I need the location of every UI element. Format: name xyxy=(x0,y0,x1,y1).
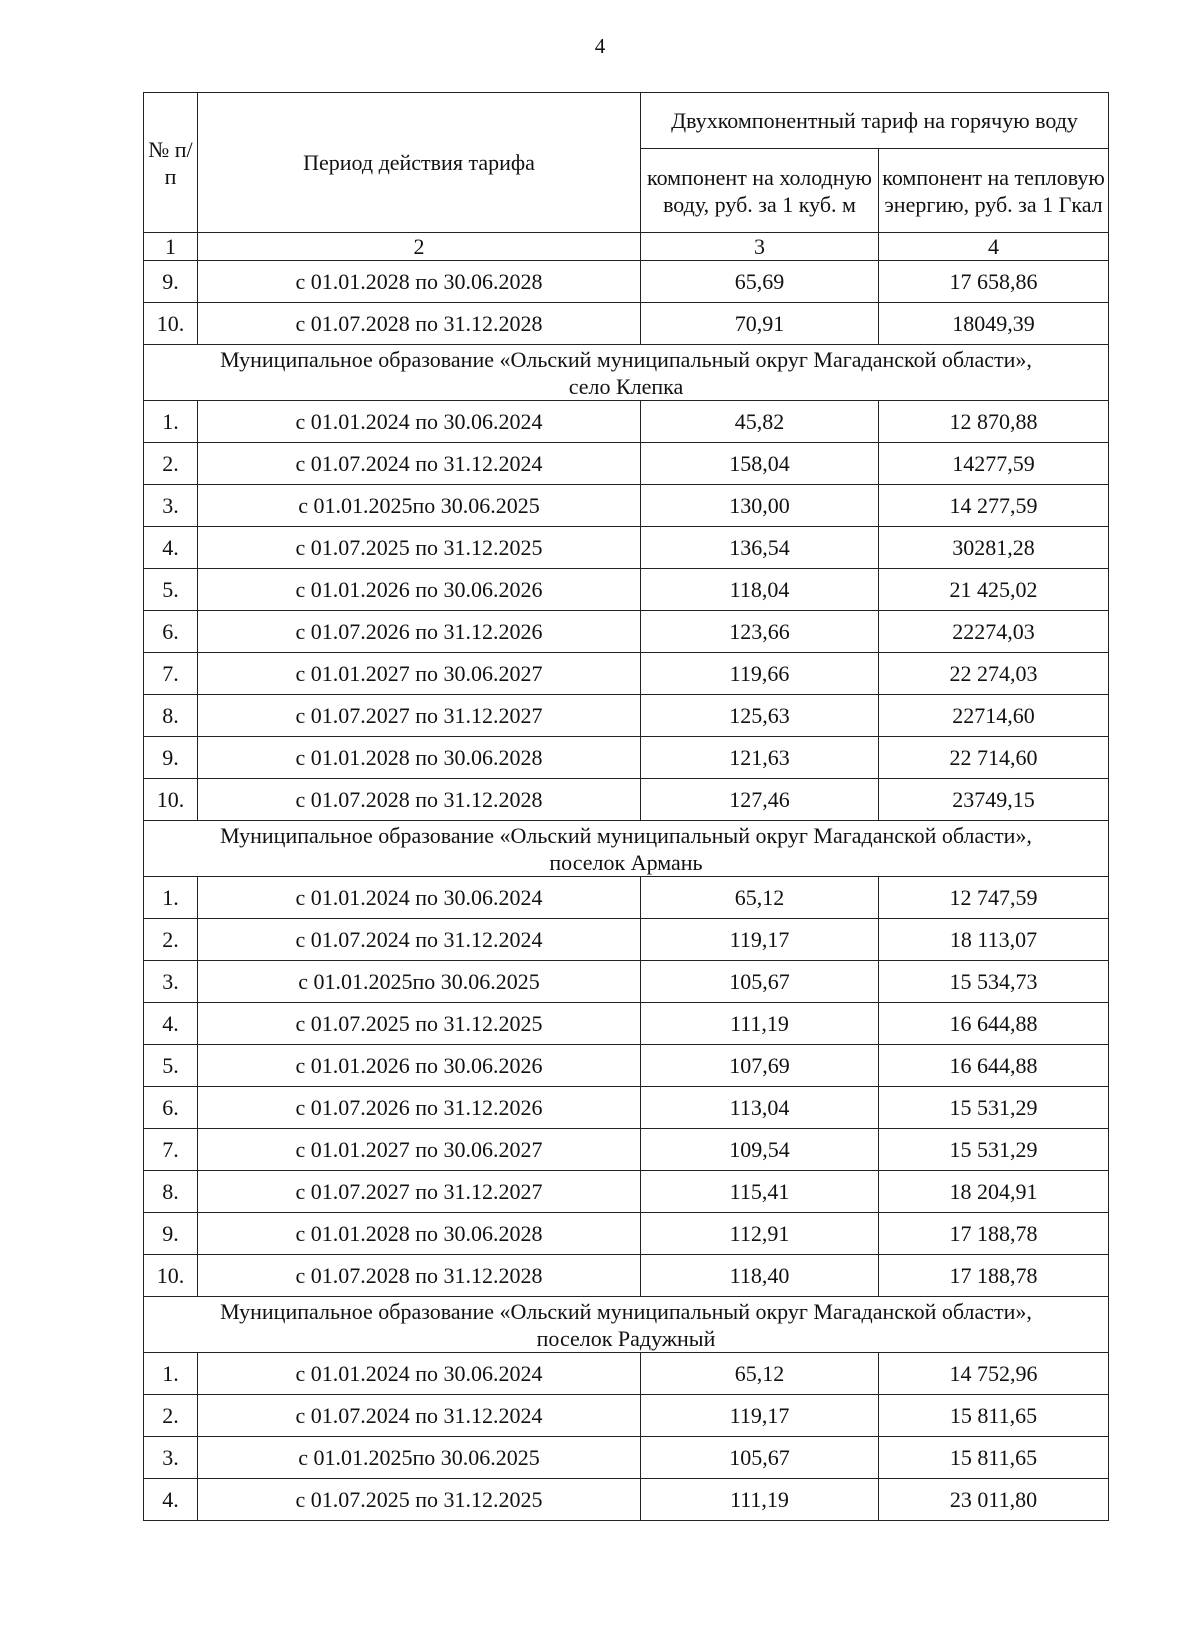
row-cold-water-value: 136,54 xyxy=(641,527,879,569)
row-period: с 01.07.2024 по 31.12.2024 xyxy=(198,1395,641,1437)
row-heat-value: 16 644,88 xyxy=(879,1003,1109,1045)
table-row xyxy=(144,443,1109,485)
table-row xyxy=(144,653,1109,695)
row-cold-water-value: 119,66 xyxy=(641,653,879,695)
table-row xyxy=(144,1087,1109,1129)
row-cold-water-value: 70,91 xyxy=(641,303,879,345)
row-period: с 01.01.2026 по 30.06.2026 xyxy=(198,1045,641,1087)
row-period: с 01.01.2026 по 30.06.2026 xyxy=(198,569,641,611)
row-number: 5. xyxy=(144,569,198,611)
row-number: 1. xyxy=(144,1353,198,1395)
row-heat-value: 14 277,59 xyxy=(879,485,1109,527)
row-heat-value: 12 747,59 xyxy=(879,877,1109,919)
table-row xyxy=(144,1437,1109,1479)
page-number: 4 xyxy=(594,34,606,58)
row-cold-water-value: 158,04 xyxy=(641,443,879,485)
row-period: с 01.07.2027 по 31.12.2027 xyxy=(198,695,641,737)
row-number: 5. xyxy=(144,1045,198,1087)
row-cold-water-value: 123,66 xyxy=(641,611,879,653)
section-title-line-1: Муниципальное образование «Ольский муниципальный округ Магаданской области», xyxy=(220,346,1032,372)
row-period: с 01.07.2028 по 31.12.2028 xyxy=(198,1255,641,1297)
table-row xyxy=(144,877,1109,919)
row-heat-value: 15 531,29 xyxy=(879,1129,1109,1171)
row-heat-value: 17 188,78 xyxy=(879,1213,1109,1255)
row-number: 9. xyxy=(144,261,198,303)
row-number: 3. xyxy=(144,1437,198,1479)
row-heat-value: 23 011,80 xyxy=(879,1479,1109,1521)
row-heat-value: 15 534,73 xyxy=(879,961,1109,1003)
column-index: 1 xyxy=(144,233,198,261)
row-heat-value: 23749,15 xyxy=(879,779,1109,821)
row-number: 10. xyxy=(144,303,198,345)
row-period: с 01.07.2026 по 31.12.2026 xyxy=(198,611,641,653)
table-row xyxy=(144,569,1109,611)
row-cold-water-value: 111,19 xyxy=(641,1003,879,1045)
row-number: 7. xyxy=(144,1129,198,1171)
row-cold-water-value: 111,19 xyxy=(641,1479,879,1521)
row-heat-value: 14277,59 xyxy=(879,443,1109,485)
row-period: с 01.01.2027 по 30.06.2027 xyxy=(198,653,641,695)
header-two-component-tariff: Двухкомпонентный тариф на горячую воду xyxy=(641,93,1109,149)
row-heat-value: 16 644,88 xyxy=(879,1045,1109,1087)
row-number: 6. xyxy=(144,1087,198,1129)
row-period: с 01.01.2025по 30.06.2025 xyxy=(198,485,641,527)
table-row xyxy=(144,1353,1109,1395)
row-number: 9. xyxy=(144,737,198,779)
table-row xyxy=(144,1479,1109,1521)
table-row xyxy=(144,1003,1109,1045)
table-row xyxy=(144,401,1109,443)
row-period: с 01.01.2024 по 30.06.2024 xyxy=(198,1353,641,1395)
header-period: Период действия тарифа xyxy=(198,93,641,233)
row-cold-water-value: 113,04 xyxy=(641,1087,879,1129)
row-period: с 01.07.2025 по 31.12.2025 xyxy=(198,1479,641,1521)
row-cold-water-value: 119,17 xyxy=(641,1395,879,1437)
section-title-line-2: село Клепка xyxy=(568,373,684,399)
row-number: 2. xyxy=(144,1395,198,1437)
row-heat-value: 18 204,91 xyxy=(879,1171,1109,1213)
row-cold-water-value: 125,63 xyxy=(641,695,879,737)
section-title-line-1: Муниципальное образование «Ольский муниципальный округ Магаданской области», xyxy=(220,1298,1032,1324)
row-period: с 01.07.2024 по 31.12.2024 xyxy=(198,919,641,961)
row-heat-value: 12 870,88 xyxy=(879,401,1109,443)
table-row xyxy=(144,303,1109,345)
row-cold-water-value: 105,67 xyxy=(641,961,879,1003)
row-number: 2. xyxy=(144,919,198,961)
row-period: с 01.01.2024 по 30.06.2024 xyxy=(198,877,641,919)
row-heat-value: 22714,60 xyxy=(879,695,1109,737)
table-row xyxy=(144,737,1109,779)
section-title-line-2: поселок Армань xyxy=(549,849,703,875)
row-cold-water-value: 109,54 xyxy=(641,1129,879,1171)
table-row xyxy=(144,1395,1109,1437)
row-number: 3. xyxy=(144,485,198,527)
row-number: 4. xyxy=(144,1003,198,1045)
table-row xyxy=(144,485,1109,527)
row-number: 8. xyxy=(144,1171,198,1213)
row-cold-water-value: 118,04 xyxy=(641,569,879,611)
row-period: с 01.01.2027 по 30.06.2027 xyxy=(198,1129,641,1171)
table-header xyxy=(144,93,1109,261)
section-row xyxy=(144,1297,1109,1353)
section-title xyxy=(144,821,1109,877)
row-number: 4. xyxy=(144,1479,198,1521)
row-period: с 01.07.2026 по 31.12.2026 xyxy=(198,1087,641,1129)
row-heat-value: 18 113,07 xyxy=(879,919,1109,961)
row-cold-water-value: 121,63 xyxy=(641,737,879,779)
row-number: 10. xyxy=(144,1255,198,1297)
row-number: 4. xyxy=(144,527,198,569)
section-title xyxy=(144,1297,1109,1353)
row-period: с 01.01.2028 по 30.06.2028 xyxy=(198,261,641,303)
table-row xyxy=(144,611,1109,653)
row-cold-water-value: 107,69 xyxy=(641,1045,879,1087)
row-cold-water-value: 115,41 xyxy=(641,1171,879,1213)
row-heat-value: 22 714,60 xyxy=(879,737,1109,779)
row-period: с 01.07.2024 по 31.12.2024 xyxy=(198,443,641,485)
row-number: 1. xyxy=(144,401,198,443)
row-heat-value: 15 811,65 xyxy=(879,1395,1109,1437)
row-cold-water-value: 112,91 xyxy=(641,1213,879,1255)
row-period: с 01.07.2025 по 31.12.2025 xyxy=(198,527,641,569)
row-heat-value: 22 274,03 xyxy=(879,653,1109,695)
row-heat-value: 22274,03 xyxy=(879,611,1109,653)
row-heat-value: 14 752,96 xyxy=(879,1353,1109,1395)
column-index: 4 xyxy=(879,233,1109,261)
table-row xyxy=(144,1213,1109,1255)
row-number: 8. xyxy=(144,695,198,737)
row-cold-water-value: 119,17 xyxy=(641,919,879,961)
table-body xyxy=(144,261,1109,1521)
row-period: с 01.07.2027 по 31.12.2027 xyxy=(198,1171,641,1213)
header-row-number: № п/п xyxy=(144,93,198,233)
table-row xyxy=(144,1171,1109,1213)
column-index: 2 xyxy=(198,233,641,261)
row-period: с 01.07.2025 по 31.12.2025 xyxy=(198,1003,641,1045)
row-period: с 01.01.2025по 30.06.2025 xyxy=(198,961,641,1003)
row-heat-value: 17 188,78 xyxy=(879,1255,1109,1297)
table-row xyxy=(144,695,1109,737)
section-title-line-2: поселок Радужный xyxy=(536,1325,716,1351)
row-number: 2. xyxy=(144,443,198,485)
column-index: 3 xyxy=(641,233,879,261)
row-period: с 01.07.2028 по 31.12.2028 xyxy=(198,303,641,345)
table-row xyxy=(144,1255,1109,1297)
row-period: с 01.01.2024 по 30.06.2024 xyxy=(198,401,641,443)
tariff-table xyxy=(143,92,1109,1521)
table-row xyxy=(144,961,1109,1003)
section-title xyxy=(144,345,1109,401)
table-row xyxy=(144,1129,1109,1171)
row-number: 6. xyxy=(144,611,198,653)
table-row xyxy=(144,527,1109,569)
row-cold-water-value: 105,67 xyxy=(641,1437,879,1479)
row-heat-value: 17 658,86 xyxy=(879,261,1109,303)
row-number: 7. xyxy=(144,653,198,695)
row-number: 10. xyxy=(144,779,198,821)
row-cold-water-value: 65,12 xyxy=(641,877,879,919)
section-title-line-1: Муниципальное образование «Ольский муниципальный округ Магаданской области», xyxy=(220,822,1032,848)
table-row xyxy=(144,1045,1109,1087)
row-period: с 01.01.2028 по 30.06.2028 xyxy=(198,1213,641,1255)
row-number: 9. xyxy=(144,1213,198,1255)
row-heat-value: 21 425,02 xyxy=(879,569,1109,611)
row-number: 1. xyxy=(144,877,198,919)
section-row xyxy=(144,821,1109,877)
row-cold-water-value: 65,69 xyxy=(641,261,879,303)
row-cold-water-value: 45,82 xyxy=(641,401,879,443)
row-heat-value: 30281,28 xyxy=(879,527,1109,569)
row-period: с 01.01.2028 по 30.06.2028 xyxy=(198,737,641,779)
row-heat-value: 18049,39 xyxy=(879,303,1109,345)
header-cold-water-component: компонент на холодную воду, руб. за 1 куб. м xyxy=(641,149,879,233)
header-heat-component: компонент на тепловую энергию, руб. за 1 Гкал xyxy=(879,149,1109,233)
table-row xyxy=(144,261,1109,303)
table-row xyxy=(144,919,1109,961)
row-cold-water-value: 127,46 xyxy=(641,779,879,821)
row-period: с 01.07.2028 по 31.12.2028 xyxy=(198,779,641,821)
row-cold-water-value: 130,00 xyxy=(641,485,879,527)
row-heat-value: 15 531,29 xyxy=(879,1087,1109,1129)
section-row xyxy=(144,345,1109,401)
row-cold-water-value: 65,12 xyxy=(641,1353,879,1395)
row-cold-water-value: 118,40 xyxy=(641,1255,879,1297)
row-period: с 01.01.2025по 30.06.2025 xyxy=(198,1437,641,1479)
row-number: 3. xyxy=(144,961,198,1003)
table-row xyxy=(144,779,1109,821)
row-heat-value: 15 811,65 xyxy=(879,1437,1109,1479)
